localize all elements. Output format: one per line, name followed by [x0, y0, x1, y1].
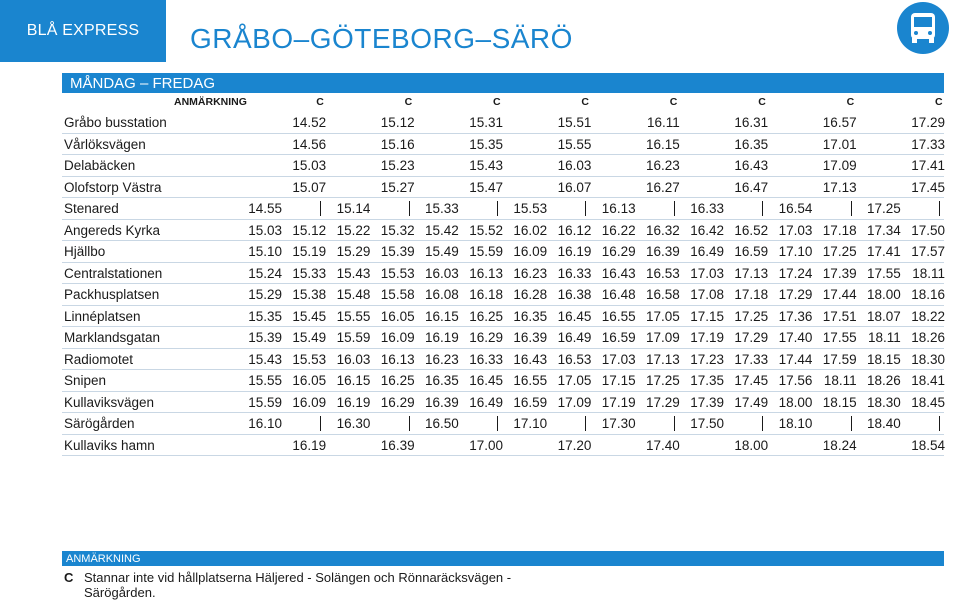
stop-name: Särögården: [64, 416, 135, 431]
departure-time: 15.35: [469, 136, 503, 152]
departure-time: 16.49: [557, 330, 592, 345]
table-row: [62, 392, 944, 414]
note-code: C: [758, 96, 766, 108]
departure-time: 18.40: [867, 416, 901, 431]
departure-time: 15.19: [292, 244, 327, 259]
timetable: [62, 112, 944, 456]
departure-time: 17.45: [734, 373, 769, 388]
departure-time: 17.29: [778, 287, 813, 302]
departure-time: 16.18: [469, 287, 503, 302]
departure-time: 15.24: [248, 265, 282, 281]
departure-time: 15.59: [248, 394, 282, 410]
departure-time: 16.53: [646, 265, 680, 281]
table-row: [62, 112, 944, 134]
departure-time: 15.07: [292, 179, 327, 195]
departure-time: 15.29: [248, 287, 282, 302]
departure-time: 15.52: [469, 222, 503, 238]
departure-time: 16.33: [469, 351, 503, 367]
table-row: [62, 177, 944, 199]
departure-time: 15.45: [292, 308, 327, 324]
stop-name: Packhusplatsen: [64, 287, 160, 302]
departure-time: 15.53: [513, 201, 548, 216]
table-row: [62, 263, 944, 285]
pass-through-mark: [409, 201, 410, 216]
departure-time: 18.07: [867, 308, 901, 324]
brand-text: BLÅ EXPRESS: [26, 22, 140, 39]
departure-time: 16.27: [646, 179, 680, 195]
departure-time: 16.54: [778, 201, 813, 216]
departure-time: 15.59: [469, 244, 503, 259]
pass-through-mark: [674, 201, 675, 216]
departure-time: 17.51: [822, 308, 857, 324]
note-code: C: [846, 96, 855, 108]
departure-time: 17.00: [469, 437, 503, 453]
departure-time: 15.22: [336, 222, 371, 238]
table-row: [62, 134, 944, 156]
departure-time: 17.25: [867, 201, 901, 216]
departure-time: 16.57: [822, 115, 857, 130]
pass-through-mark: [939, 416, 940, 431]
departure-time: 18.15: [822, 394, 857, 410]
departure-time: 16.23: [646, 158, 680, 173]
departure-time: 18.41: [911, 373, 945, 388]
departure-time: 15.53: [292, 351, 327, 367]
departure-time: 17.33: [734, 351, 769, 367]
pass-through-mark: [674, 416, 675, 431]
departure-time: 17.40: [646, 437, 680, 453]
departure-time: 17.39: [822, 265, 857, 281]
departure-time: 17.09: [822, 158, 857, 173]
stop-name: Stenared: [64, 201, 119, 216]
departure-time: 15.43: [336, 265, 371, 281]
departure-time: 16.09: [380, 330, 415, 345]
departure-time: 16.39: [380, 437, 415, 453]
departure-time: 18.45: [911, 394, 945, 410]
departure-time: 16.03: [336, 351, 371, 367]
departure-time: 16.35: [513, 308, 548, 324]
pass-through-mark: [320, 416, 321, 431]
stop-name: Marklandsgatan: [64, 330, 161, 345]
departure-time: 15.48: [336, 287, 371, 302]
departure-time: 17.13: [646, 351, 680, 367]
departure-time: 17.30: [601, 416, 636, 431]
departure-time: 16.48: [601, 287, 636, 302]
departure-time: 16.31: [734, 115, 769, 130]
departure-time: 15.59: [336, 330, 371, 345]
departure-time: 15.31: [469, 115, 503, 130]
departure-time: 15.43: [469, 158, 503, 173]
departure-time: 16.39: [513, 330, 548, 345]
departure-time: 18.16: [911, 287, 945, 302]
table-row: [62, 155, 944, 177]
departure-time: 17.29: [734, 330, 769, 345]
departure-time: 16.53: [557, 351, 592, 367]
departure-time: 18.54: [911, 437, 945, 453]
note-code: C: [669, 96, 678, 108]
departure-time: 18.11: [912, 265, 945, 281]
departure-time: 16.08: [425, 287, 459, 302]
departure-time: 16.15: [646, 136, 680, 152]
departure-time: 15.38: [292, 287, 327, 302]
departure-time: 17.20: [557, 437, 592, 453]
departure-time: 16.25: [469, 308, 503, 324]
departure-time: 15.27: [380, 179, 415, 195]
departure-time: 17.19: [690, 330, 724, 345]
note-code: C: [404, 96, 413, 108]
departure-time: 16.55: [601, 308, 636, 324]
departure-time: 17.10: [513, 416, 548, 431]
departure-time: 16.12: [557, 222, 592, 238]
departure-time: 18.00: [867, 287, 901, 302]
departure-time: 17.56: [778, 373, 813, 388]
table-row: [62, 306, 944, 328]
pass-through-mark: [851, 201, 852, 216]
footer-note-header: ANMÄRKNING: [62, 551, 944, 566]
departure-time: 16.47: [734, 179, 769, 195]
departure-time: 16.10: [248, 416, 282, 431]
departure-time: 16.29: [601, 244, 636, 259]
departure-time: 15.03: [292, 158, 327, 173]
departure-time: 17.35: [690, 373, 724, 388]
departure-time: 17.25: [734, 308, 769, 324]
departure-time: 16.43: [601, 265, 636, 281]
pass-through-mark: [497, 201, 498, 216]
departure-time: 17.44: [822, 287, 857, 302]
departure-time: 15.55: [557, 136, 592, 152]
departure-time: 16.05: [380, 308, 415, 324]
departure-time: 15.33: [292, 265, 327, 281]
departure-time: 16.02: [513, 222, 548, 238]
departure-time: 16.49: [690, 244, 724, 259]
stop-name: Centralstationen: [64, 265, 163, 281]
departure-time: 16.52: [734, 222, 769, 238]
pass-through-mark: [851, 416, 852, 431]
departure-time: 16.59: [734, 244, 769, 259]
departure-time: 17.50: [690, 416, 724, 431]
departure-time: 17.36: [778, 308, 813, 324]
pass-through-mark: [497, 416, 498, 431]
departure-time: 16.13: [380, 351, 415, 367]
stop-name: Kullaviks hamn: [64, 437, 155, 453]
departure-time: 16.15: [336, 373, 371, 388]
departure-time: 16.59: [513, 394, 548, 410]
departure-time: 15.16: [380, 136, 415, 152]
note-code: C: [316, 96, 324, 108]
departure-time: 16.09: [513, 244, 548, 259]
departure-time: 15.03: [248, 222, 282, 238]
note-header-label: ANMÄRKNING: [174, 96, 247, 108]
departure-time: 18.26: [911, 330, 945, 345]
table-row: [62, 349, 944, 371]
departure-time: 15.49: [425, 244, 459, 259]
departure-time: 18.00: [734, 437, 769, 453]
stop-name: Angereds Kyrka: [64, 222, 161, 238]
departure-time: 16.29: [469, 330, 503, 345]
departure-time: 16.13: [469, 265, 503, 281]
stop-name: Gråbo busstation: [64, 115, 167, 130]
departure-time: 15.35: [248, 308, 282, 324]
pass-through-mark: [762, 416, 763, 431]
departure-time: 14.52: [292, 115, 327, 130]
departure-time: 16.33: [557, 265, 592, 281]
departure-time: 15.51: [557, 115, 592, 130]
departure-time: 16.59: [601, 330, 636, 345]
departure-time: 16.38: [557, 287, 592, 302]
table-row: [62, 413, 944, 435]
departure-time: 17.08: [690, 287, 724, 302]
departure-time: 17.59: [822, 351, 857, 367]
pass-through-mark: [585, 416, 586, 431]
footnote-text: Stannar inte vid hållplatserna Häljered - Solängen och Rönnaräcksvägen - Särögården.: [84, 570, 512, 600]
pass-through-mark: [409, 416, 410, 431]
departure-time: 18.00: [778, 394, 813, 410]
departure-time: 15.39: [248, 330, 282, 345]
departure-time: 17.23: [690, 351, 724, 367]
departure-time: 15.33: [425, 201, 459, 216]
stop-name: Hjällbo: [64, 244, 106, 259]
departure-time: 16.19: [425, 330, 459, 345]
departure-time: 16.43: [734, 158, 769, 173]
departure-time: 16.39: [646, 244, 680, 259]
departure-time: 17.29: [911, 115, 945, 130]
table-row: [62, 241, 944, 263]
departure-time: 15.10: [248, 244, 282, 259]
stop-name: Snipen: [64, 373, 107, 388]
departure-time: 16.05: [292, 373, 327, 388]
departure-time: 15.23: [380, 158, 415, 173]
departure-time: 18.10: [778, 416, 813, 431]
departure-time: 17.15: [601, 373, 636, 388]
departure-time: 17.41: [867, 244, 901, 259]
departure-time: 17.13: [734, 265, 769, 281]
brand-label: [0, 0, 166, 62]
departure-time: 15.12: [292, 222, 327, 238]
stop-name: Vårlöksvägen: [64, 136, 146, 152]
departure-time: 17.34: [867, 222, 901, 238]
departure-time: 17.05: [557, 373, 592, 388]
departure-time: 16.42: [690, 222, 724, 238]
departure-time: 15.12: [380, 115, 415, 130]
departure-time: 17.25: [646, 373, 680, 388]
stop-name: Radiomotet: [64, 351, 134, 367]
departure-time: 16.25: [380, 373, 415, 388]
departure-time: 15.14: [336, 201, 371, 216]
departure-time: 17.25: [822, 244, 857, 259]
departure-time: 16.13: [601, 201, 636, 216]
departure-time: 18.22: [911, 308, 945, 324]
stop-name: Linnéplatsen: [64, 308, 141, 324]
departure-time: 16.39: [425, 394, 459, 410]
departure-time: 14.55: [248, 201, 282, 216]
departure-time: 16.09: [292, 394, 327, 410]
departure-time: 16.07: [557, 179, 592, 195]
departure-time: 17.55: [867, 265, 901, 281]
departure-time: 17.10: [778, 244, 813, 259]
departure-time: 16.03: [557, 158, 592, 173]
departure-time: 18.30: [867, 394, 901, 410]
departure-time: 16.45: [469, 373, 503, 388]
stop-name: Olofstorp Västra: [64, 179, 162, 195]
departure-time: 17.18: [734, 287, 769, 302]
departure-time: 17.01: [822, 136, 857, 152]
departure-time: 17.05: [646, 308, 680, 324]
table-row: [62, 284, 944, 306]
departure-time: 18.26: [867, 373, 901, 388]
departure-time: 16.49: [469, 394, 503, 410]
departure-time: 15.55: [248, 373, 282, 388]
departure-time: 18.11: [868, 330, 901, 345]
departure-time: 17.41: [911, 158, 945, 173]
bus-icon: [897, 2, 949, 54]
departure-time: 16.23: [513, 265, 548, 281]
departure-time: 16.43: [513, 351, 548, 367]
departure-time: 18.24: [822, 437, 857, 453]
departure-time: 15.29: [336, 244, 371, 259]
departure-time: 18.11: [823, 373, 857, 388]
table-row: [62, 435, 944, 457]
pass-through-mark: [939, 201, 940, 216]
departure-time: 18.15: [867, 351, 901, 367]
departure-time: 17.39: [690, 394, 724, 410]
departure-time: 17.44: [778, 351, 813, 367]
departure-time: 17.03: [601, 351, 636, 367]
departure-time: 15.58: [380, 287, 415, 302]
departure-time: 16.29: [380, 394, 415, 410]
departure-time: 14.56: [292, 136, 327, 152]
departure-time: 17.57: [911, 244, 945, 259]
pass-through-mark: [762, 201, 763, 216]
departure-time: 17.55: [822, 330, 857, 345]
departure-time: 16.28: [513, 287, 548, 302]
note-header-row: [62, 94, 944, 111]
departure-time: 16.03: [425, 265, 459, 281]
section-day-header: MÅNDAG – FREDAG: [62, 73, 944, 93]
table-row: [62, 220, 944, 242]
departure-time: 17.29: [646, 394, 680, 410]
departure-time: 16.11: [647, 115, 680, 130]
pass-through-mark: [320, 201, 321, 216]
departure-time: 16.15: [425, 308, 459, 324]
departure-time: 16.35: [734, 136, 769, 152]
departure-time: 17.33: [911, 136, 945, 152]
departure-time: 17.03: [690, 265, 724, 281]
departure-time: 16.33: [690, 201, 724, 216]
departure-time: 15.39: [380, 244, 415, 259]
departure-time: 15.47: [469, 179, 503, 195]
departure-time: 16.58: [646, 287, 680, 302]
departure-time: 15.42: [425, 222, 459, 238]
departure-time: 17.15: [690, 308, 724, 324]
table-row: [62, 370, 944, 392]
table-row: [62, 198, 944, 220]
stop-name: Delabäcken: [64, 158, 136, 173]
departure-time: 15.32: [380, 222, 415, 238]
footnote-code: C: [64, 570, 74, 585]
departure-time: 17.09: [646, 330, 680, 345]
route-title: GRÅBO–GÖTEBORG–SÄRÖ: [190, 23, 573, 54]
departure-time: 16.22: [601, 222, 636, 238]
note-code: C: [493, 96, 501, 108]
departure-time: 15.49: [292, 330, 327, 345]
note-code: C: [581, 96, 589, 108]
stop-name: Kullaviksvägen: [64, 394, 155, 410]
departure-time: 16.55: [513, 373, 548, 388]
departure-time: 16.45: [557, 308, 592, 324]
departure-time: 17.45: [911, 179, 945, 195]
departure-time: 18.30: [911, 351, 945, 367]
departure-time: 16.23: [425, 351, 459, 367]
departure-time: 16.30: [336, 416, 371, 431]
note-code: C: [935, 96, 943, 108]
departure-time: 15.55: [336, 308, 371, 324]
departure-time: 16.50: [425, 416, 459, 431]
table-row: [62, 327, 944, 349]
departure-time: 17.13: [822, 179, 857, 195]
pass-through-mark: [585, 201, 586, 216]
departure-time: 17.18: [822, 222, 857, 238]
departure-time: 17.09: [557, 394, 592, 410]
departure-time: 17.03: [778, 222, 813, 238]
departure-time: 17.49: [734, 394, 769, 410]
departure-time: 15.43: [248, 351, 282, 367]
departure-time: 16.19: [292, 437, 327, 453]
departure-time: 17.50: [911, 222, 945, 238]
departure-time: 17.19: [601, 394, 636, 410]
departure-time: 16.19: [336, 394, 371, 410]
departure-time: 15.53: [380, 265, 415, 281]
departure-time: 16.19: [557, 244, 592, 259]
departure-time: 16.35: [425, 373, 459, 388]
departure-time: 17.40: [778, 330, 813, 345]
departure-time: 16.32: [646, 222, 680, 238]
departure-time: 17.24: [778, 265, 813, 281]
